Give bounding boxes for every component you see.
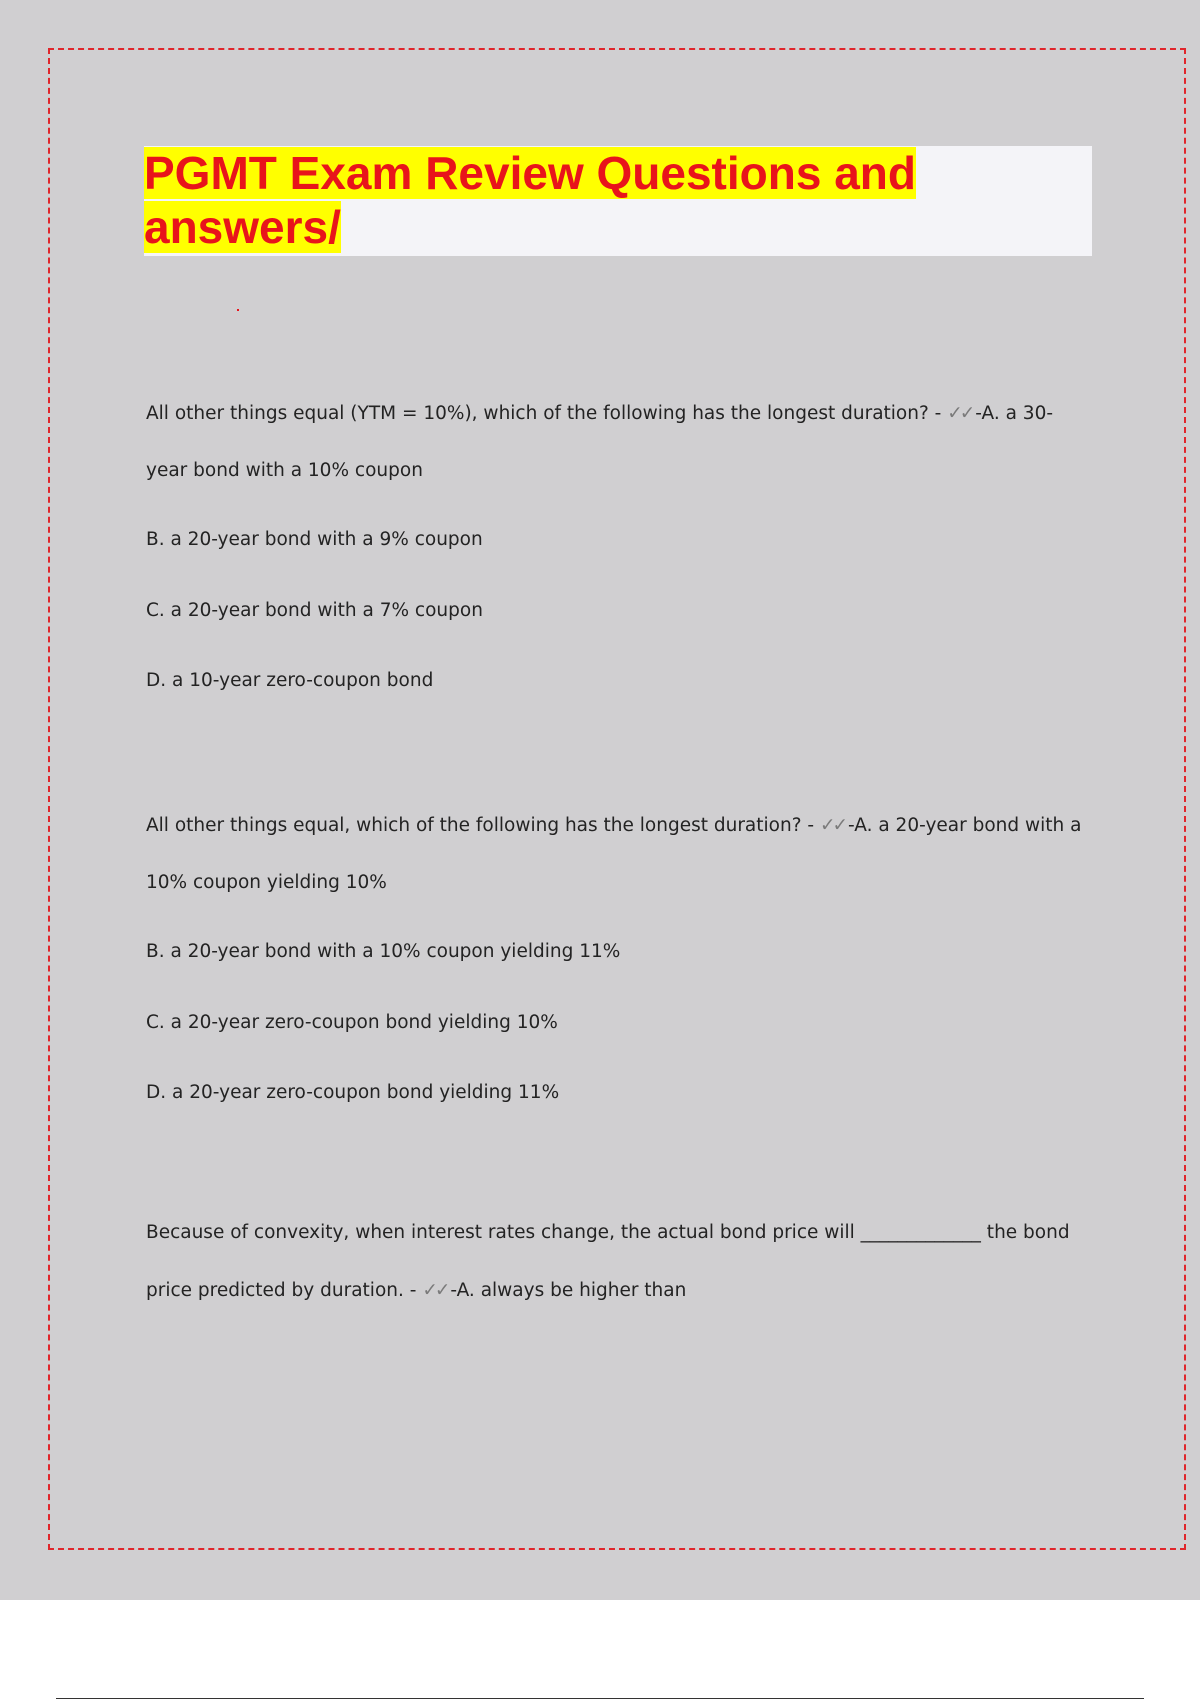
question-1: [146, 385, 1086, 499]
question-1-option-b: B. a 20-year bond with a 9% coupon: [146, 529, 483, 550]
question-1-text: All other things equal (YTM = 10%), which of the following has the longest duration? -: [146, 403, 948, 424]
question-2-option-d: D. a 20-year zero-coupon bond yielding 11%: [146, 1082, 560, 1103]
document-title: PGMT Exam Review Questions and answers/: [144, 147, 916, 253]
stray-mark: [237, 309, 239, 311]
question-2-option-c: C. a 20-year zero-coupon bond yielding 10%: [146, 1012, 558, 1033]
question-2-text: All other things equal, which of the following has the longest duration? -: [146, 815, 820, 836]
double-check-icon: ✓✓: [947, 403, 973, 424]
double-check-icon: ✓✓: [819, 815, 845, 836]
question-1-option-c: C. a 20-year bond with a 7% coupon: [146, 600, 483, 621]
question-3: [146, 1204, 1086, 1320]
question-2-answer: -A. a 20-year bond with a 10% coupon yielding 10%: [146, 815, 1082, 893]
footer-rule: [56, 1698, 1144, 1699]
question-3-text: Because of convexity, when interest rates change, the actual bond price will _____________ the bond price predicted by duration. -: [146, 1222, 1070, 1301]
question-1-answer: -A. a 30-year bond with a 10% coupon: [146, 403, 1054, 481]
question-3-answer: -A. always be higher than: [450, 1280, 687, 1301]
question-1-option-d: D. a 10-year zero-coupon bond: [146, 670, 434, 691]
double-check-icon: ✓✓: [422, 1280, 448, 1301]
question-2: [146, 797, 1086, 911]
question-2-option-b: B. a 20-year bond with a 10% coupon yielding 11%: [146, 941, 621, 962]
